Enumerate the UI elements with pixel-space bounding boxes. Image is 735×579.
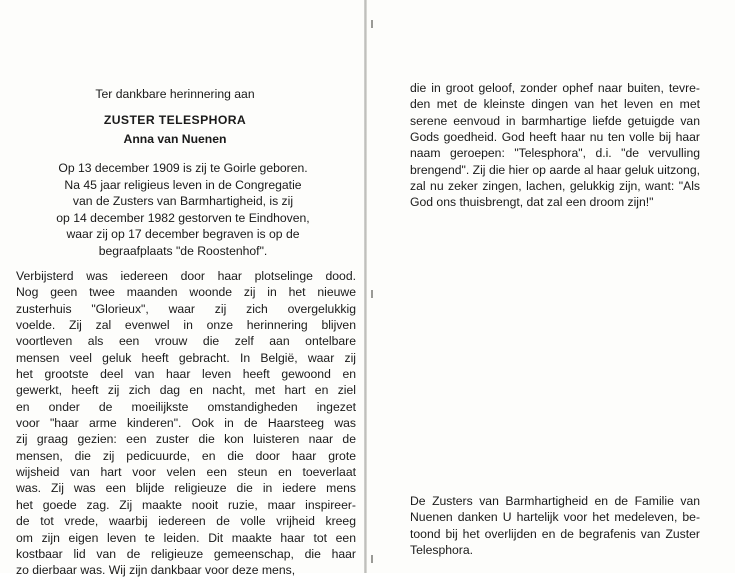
text-line: Verbijsterd was iedereen door haar plotselinge dood. xyxy=(16,269,356,283)
text-line: mensen veel geluk heeft gebracht. In België, waar zij xyxy=(16,350,356,365)
text-line: op 14 december 1982 gestorven te Eindhoven, xyxy=(56,210,310,225)
text-line: gewerkt, heeft zij zich dag en nacht, met hart en ziel xyxy=(16,383,356,398)
memorial-text-left xyxy=(16,268,356,579)
text-line: serene eenvoud in barmhartige liefde getuigde van xyxy=(410,113,700,128)
text-line: om zijn eigen leven te leiden. Dit maakte haar tot een xyxy=(16,530,356,545)
text-line: mensen, die zij pedicuurde, en die door haar grote xyxy=(16,448,356,463)
text-line: van de Zusters van Barmhartigheid, is zij xyxy=(72,194,294,209)
fold-mark xyxy=(371,555,373,563)
text-line: was. Zij was een blijde religieuze die in iedere mens xyxy=(16,481,356,496)
memorial-text-right xyxy=(410,80,700,211)
text-line: voor "haar arme kinderen". Ook in de Haarsteeg was xyxy=(16,416,356,431)
text-line: God ons thuisbrengt, dat zal een droom zijn!" xyxy=(410,195,654,210)
text-line: Gods goedheid. God heeft haar nu ten volle bij haar xyxy=(410,130,700,145)
text-line: zij graag gezien: een zuster die kon luisteren naar de xyxy=(16,432,356,447)
fold-mark xyxy=(371,290,373,298)
text-line: waar zij op 17 december begraven is op de xyxy=(66,227,300,242)
life-dates-block xyxy=(42,160,324,260)
text-line: begraafplaats "de Roostenhof". xyxy=(98,243,268,258)
intro-line: Ter dankbare herinnering aan xyxy=(95,87,255,101)
text-line: Nuenen danken U hartelijk voor het medeleven, be- xyxy=(410,510,700,525)
text-line: toond bij het overlijden en de begrafenis van Zuster xyxy=(410,526,700,541)
text-line: Telesphora. xyxy=(410,543,474,558)
text-line: Nog geen twee maanden woonde zij in het nieuwe xyxy=(16,285,356,300)
text-line: naam geroepen: "Telesphora", d.i. "de vervulling xyxy=(410,146,700,161)
text-line: het grootste deel van haar leven heeft gewoond en xyxy=(16,367,356,382)
birth-name: Anna van Nuenen xyxy=(123,132,227,146)
text-line: Na 45 jaar religieus leven in de Congregatie xyxy=(64,177,302,192)
text-line: zusterhuis "Glorieux", waar zij zich overgelukkig xyxy=(16,301,356,316)
text-line: zo dierbaar was. Wij zijn dankbaar voor deze mens, xyxy=(16,563,296,578)
fold-mark xyxy=(371,20,373,28)
text-line: zal nu zeker zingen, lachen, gelukkig zijn, want: "Als xyxy=(410,179,700,194)
deceased-name: ZUSTER TELESPHORA xyxy=(103,113,247,127)
text-line: de tot vrede, waarbij iedereen de volle vrijheid kreeg xyxy=(16,514,356,529)
text-line: kostbaar lid van de religieuze gemeenschap, die haar xyxy=(16,546,356,561)
thanks-note xyxy=(410,493,700,558)
text-line: het goede zag. Zij maakte nooit ruzie, maar inspireer- xyxy=(16,497,356,512)
text-line: den met de kleinste dingen van het leven en met xyxy=(410,97,700,112)
text-line: voortleven als een vrouw die zelf aan ontelbare xyxy=(16,334,356,349)
text-line: De Zusters van Barmhartigheid en de Familie van xyxy=(410,494,700,508)
text-line: die in groot geloof, zonder ophef naar buiten, tevre- xyxy=(410,81,700,95)
text-line: en onder de moeilijkste omstandigheden ingezet xyxy=(16,399,356,414)
text-line: brengend". Zij die hier op aarde al haar geluk uitzong, xyxy=(410,162,700,177)
text-line: wijsheid van hart voor velen een steun en toeverlaat xyxy=(16,465,356,480)
text-line: voelde. Zij zal evenwel in onze herinnering blijven xyxy=(16,318,356,333)
center-fold xyxy=(364,0,367,573)
text-line: Op 13 december 1909 is zij te Goirle geboren. xyxy=(58,161,308,175)
